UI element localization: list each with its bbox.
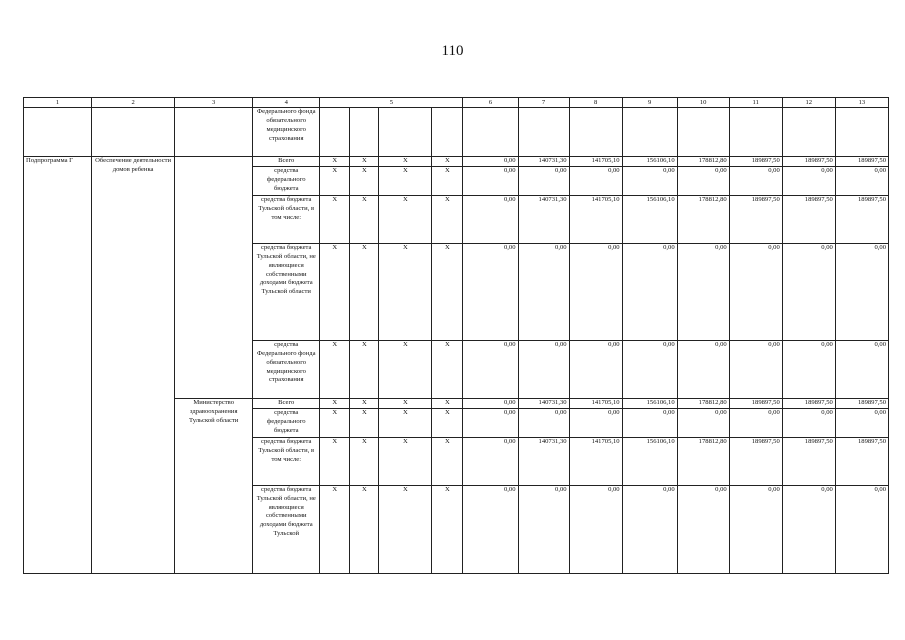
value-cell: 0,00 [622,166,677,195]
value-cell: 0,00 [835,166,888,195]
header-cell: 3 [175,98,253,108]
value-cell: 189897,50 [835,437,888,485]
source-label: средства бюджета Тульской области, в том числе: [253,437,320,485]
header-cell: 6 [463,98,518,108]
value-cell: 178812,80 [677,398,729,408]
value-cell: 189897,50 [782,437,835,485]
x-mark: X [432,157,463,167]
table-row [24,157,889,167]
header-cell: 13 [835,98,888,108]
x-mark: X [432,195,463,243]
x-mark: X [320,437,350,485]
value-cell: 0,00 [677,340,729,398]
value-cell: 0,00 [518,243,569,340]
value-cell: 178812,80 [677,157,729,167]
x-mark: X [320,243,350,340]
empty-cell [463,108,518,157]
value-cell: 189897,50 [729,195,782,243]
empty-cell [92,108,175,157]
value-cell: 0,00 [463,437,518,485]
value-cell: 0,00 [463,340,518,398]
page-number: 110 [441,43,464,59]
value-cell: 0,00 [622,243,677,340]
value-cell: 140731,30 [518,437,569,485]
x-mark: X [320,408,350,437]
x-mark: X [432,243,463,340]
value-cell: 0,00 [782,408,835,437]
header-cell: 2 [92,98,175,108]
header-cell: 5 [320,98,463,108]
value-cell: 178812,80 [677,437,729,485]
value-cell: 189897,50 [835,195,888,243]
value-cell: 0,00 [569,166,622,195]
value-cell: 0,00 [782,243,835,340]
table-row [24,108,889,157]
value-cell: 178812,80 [677,195,729,243]
value-cell: 0,00 [622,408,677,437]
value-cell: 0,00 [835,485,888,573]
empty-cell [518,108,569,157]
value-cell: 0,00 [622,340,677,398]
empty-cell [622,108,677,157]
value-cell: 189897,50 [729,437,782,485]
value-cell: 0,00 [835,408,888,437]
value-cell: 0,00 [729,243,782,340]
x-mark: X [350,243,379,340]
value-cell: 141705,10 [569,437,622,485]
value-cell: 0,00 [677,485,729,573]
x-mark: X [379,398,432,408]
header-cell: 12 [782,98,835,108]
x-mark: X [350,166,379,195]
value-cell: 0,00 [729,166,782,195]
source-label: средства федерального бюджета [253,166,320,195]
value-cell: 140731,30 [518,157,569,167]
x-mark: X [432,408,463,437]
value-cell: 156106,10 [622,437,677,485]
header-cell: 9 [622,98,677,108]
x-mark: X [379,166,432,195]
empty-cell [677,108,729,157]
value-cell: 0,00 [463,166,518,195]
x-mark: X [379,485,432,573]
subprogram-description: Обеспечение деятельности домов ребенка [92,157,175,574]
value-cell: 189897,50 [782,195,835,243]
x-mark: X [379,340,432,398]
x-mark: X [350,195,379,243]
value-cell: 0,00 [835,340,888,398]
value-cell: 0,00 [835,243,888,340]
value-cell: 0,00 [569,243,622,340]
value-cell: 0,00 [729,408,782,437]
x-mark: X [350,340,379,398]
x-mark: X [350,408,379,437]
value-cell: 0,00 [518,166,569,195]
header-cell: 8 [569,98,622,108]
value-cell: 0,00 [782,485,835,573]
x-mark: X [379,157,432,167]
source-label: Всего [253,398,320,408]
x-mark: X [320,157,350,167]
value-cell: 0,00 [518,408,569,437]
empty-cell [729,108,782,157]
source-label: Федерального фонда обязательного медицинского страхования [253,108,320,157]
x-mark: X [379,195,432,243]
x-mark: X [320,485,350,573]
empty-cell [835,108,888,157]
x-mark: X [350,157,379,167]
value-cell: 0,00 [463,195,518,243]
header-cell: 7 [518,98,569,108]
value-cell: 0,00 [463,243,518,340]
value-cell: 0,00 [729,340,782,398]
value-cell: 0,00 [677,166,729,195]
x-mark: X [379,408,432,437]
x-mark: X [320,166,350,195]
value-cell: 0,00 [518,485,569,573]
source-label: средства бюджета Тульской области, не являющиеся собственными доходами бюджета Тульской области [253,243,320,340]
empty-cell [175,157,253,399]
value-cell: 0,00 [677,408,729,437]
value-cell: 140731,30 [518,398,569,408]
x-mark: X [379,243,432,340]
empty-cell [24,108,92,157]
x-mark: X [432,398,463,408]
x-mark: X [350,485,379,573]
value-cell: 141705,10 [569,157,622,167]
source-label: средства Федерального фонда обязательного медицинского страхования [253,340,320,398]
header-cell: 1 [24,98,92,108]
budget-table [23,97,889,574]
source-label: средства бюджета Тульской области, в том числе: [253,195,320,243]
value-cell: 156106,10 [622,195,677,243]
value-cell: 0,00 [463,157,518,167]
empty-cell [320,108,350,157]
empty-cell [569,108,622,157]
source-label: средства бюджета Тульской области, не являющиеся собственными доходами бюджета Тульской [253,485,320,573]
ministry-name: Министерство здравоохранения Тульской области [175,398,253,573]
x-mark: X [320,340,350,398]
value-cell: 189897,50 [729,157,782,167]
subprogram-label: Подпрограмма Г [24,157,92,574]
empty-cell [432,108,463,157]
value-cell: 189897,50 [782,398,835,408]
x-mark: X [432,437,463,485]
header-cell: 11 [729,98,782,108]
value-cell: 0,00 [729,485,782,573]
value-cell: 189897,50 [782,157,835,167]
value-cell: 189897,50 [835,398,888,408]
x-mark: X [350,437,379,485]
value-cell: 189897,50 [729,398,782,408]
header-cell: 10 [677,98,729,108]
value-cell: 140731,30 [518,195,569,243]
x-mark: X [432,166,463,195]
header-cell: 4 [253,98,320,108]
value-cell: 0,00 [463,398,518,408]
x-mark: X [432,485,463,573]
value-cell: 0,00 [782,166,835,195]
empty-cell [175,108,253,157]
empty-cell [379,108,432,157]
table-header-row [24,98,889,108]
value-cell: 0,00 [569,340,622,398]
value-cell: 0,00 [518,340,569,398]
x-mark: X [320,195,350,243]
value-cell: 141705,10 [569,195,622,243]
value-cell: 0,00 [463,485,518,573]
empty-cell [782,108,835,157]
empty-cell [350,108,379,157]
value-cell: 156106,10 [622,157,677,167]
value-cell: 0,00 [463,408,518,437]
value-cell: 189897,50 [835,157,888,167]
value-cell: 141705,10 [569,398,622,408]
x-mark: X [350,398,379,408]
x-mark: X [379,437,432,485]
value-cell: 0,00 [677,243,729,340]
value-cell: 0,00 [569,485,622,573]
value-cell: 0,00 [622,485,677,573]
source-label: средства федерального бюджета [253,408,320,437]
x-mark: X [432,340,463,398]
source-label: Всего [253,157,320,167]
x-mark: X [320,398,350,408]
value-cell: 156106,10 [622,398,677,408]
value-cell: 0,00 [569,408,622,437]
value-cell: 0,00 [782,340,835,398]
